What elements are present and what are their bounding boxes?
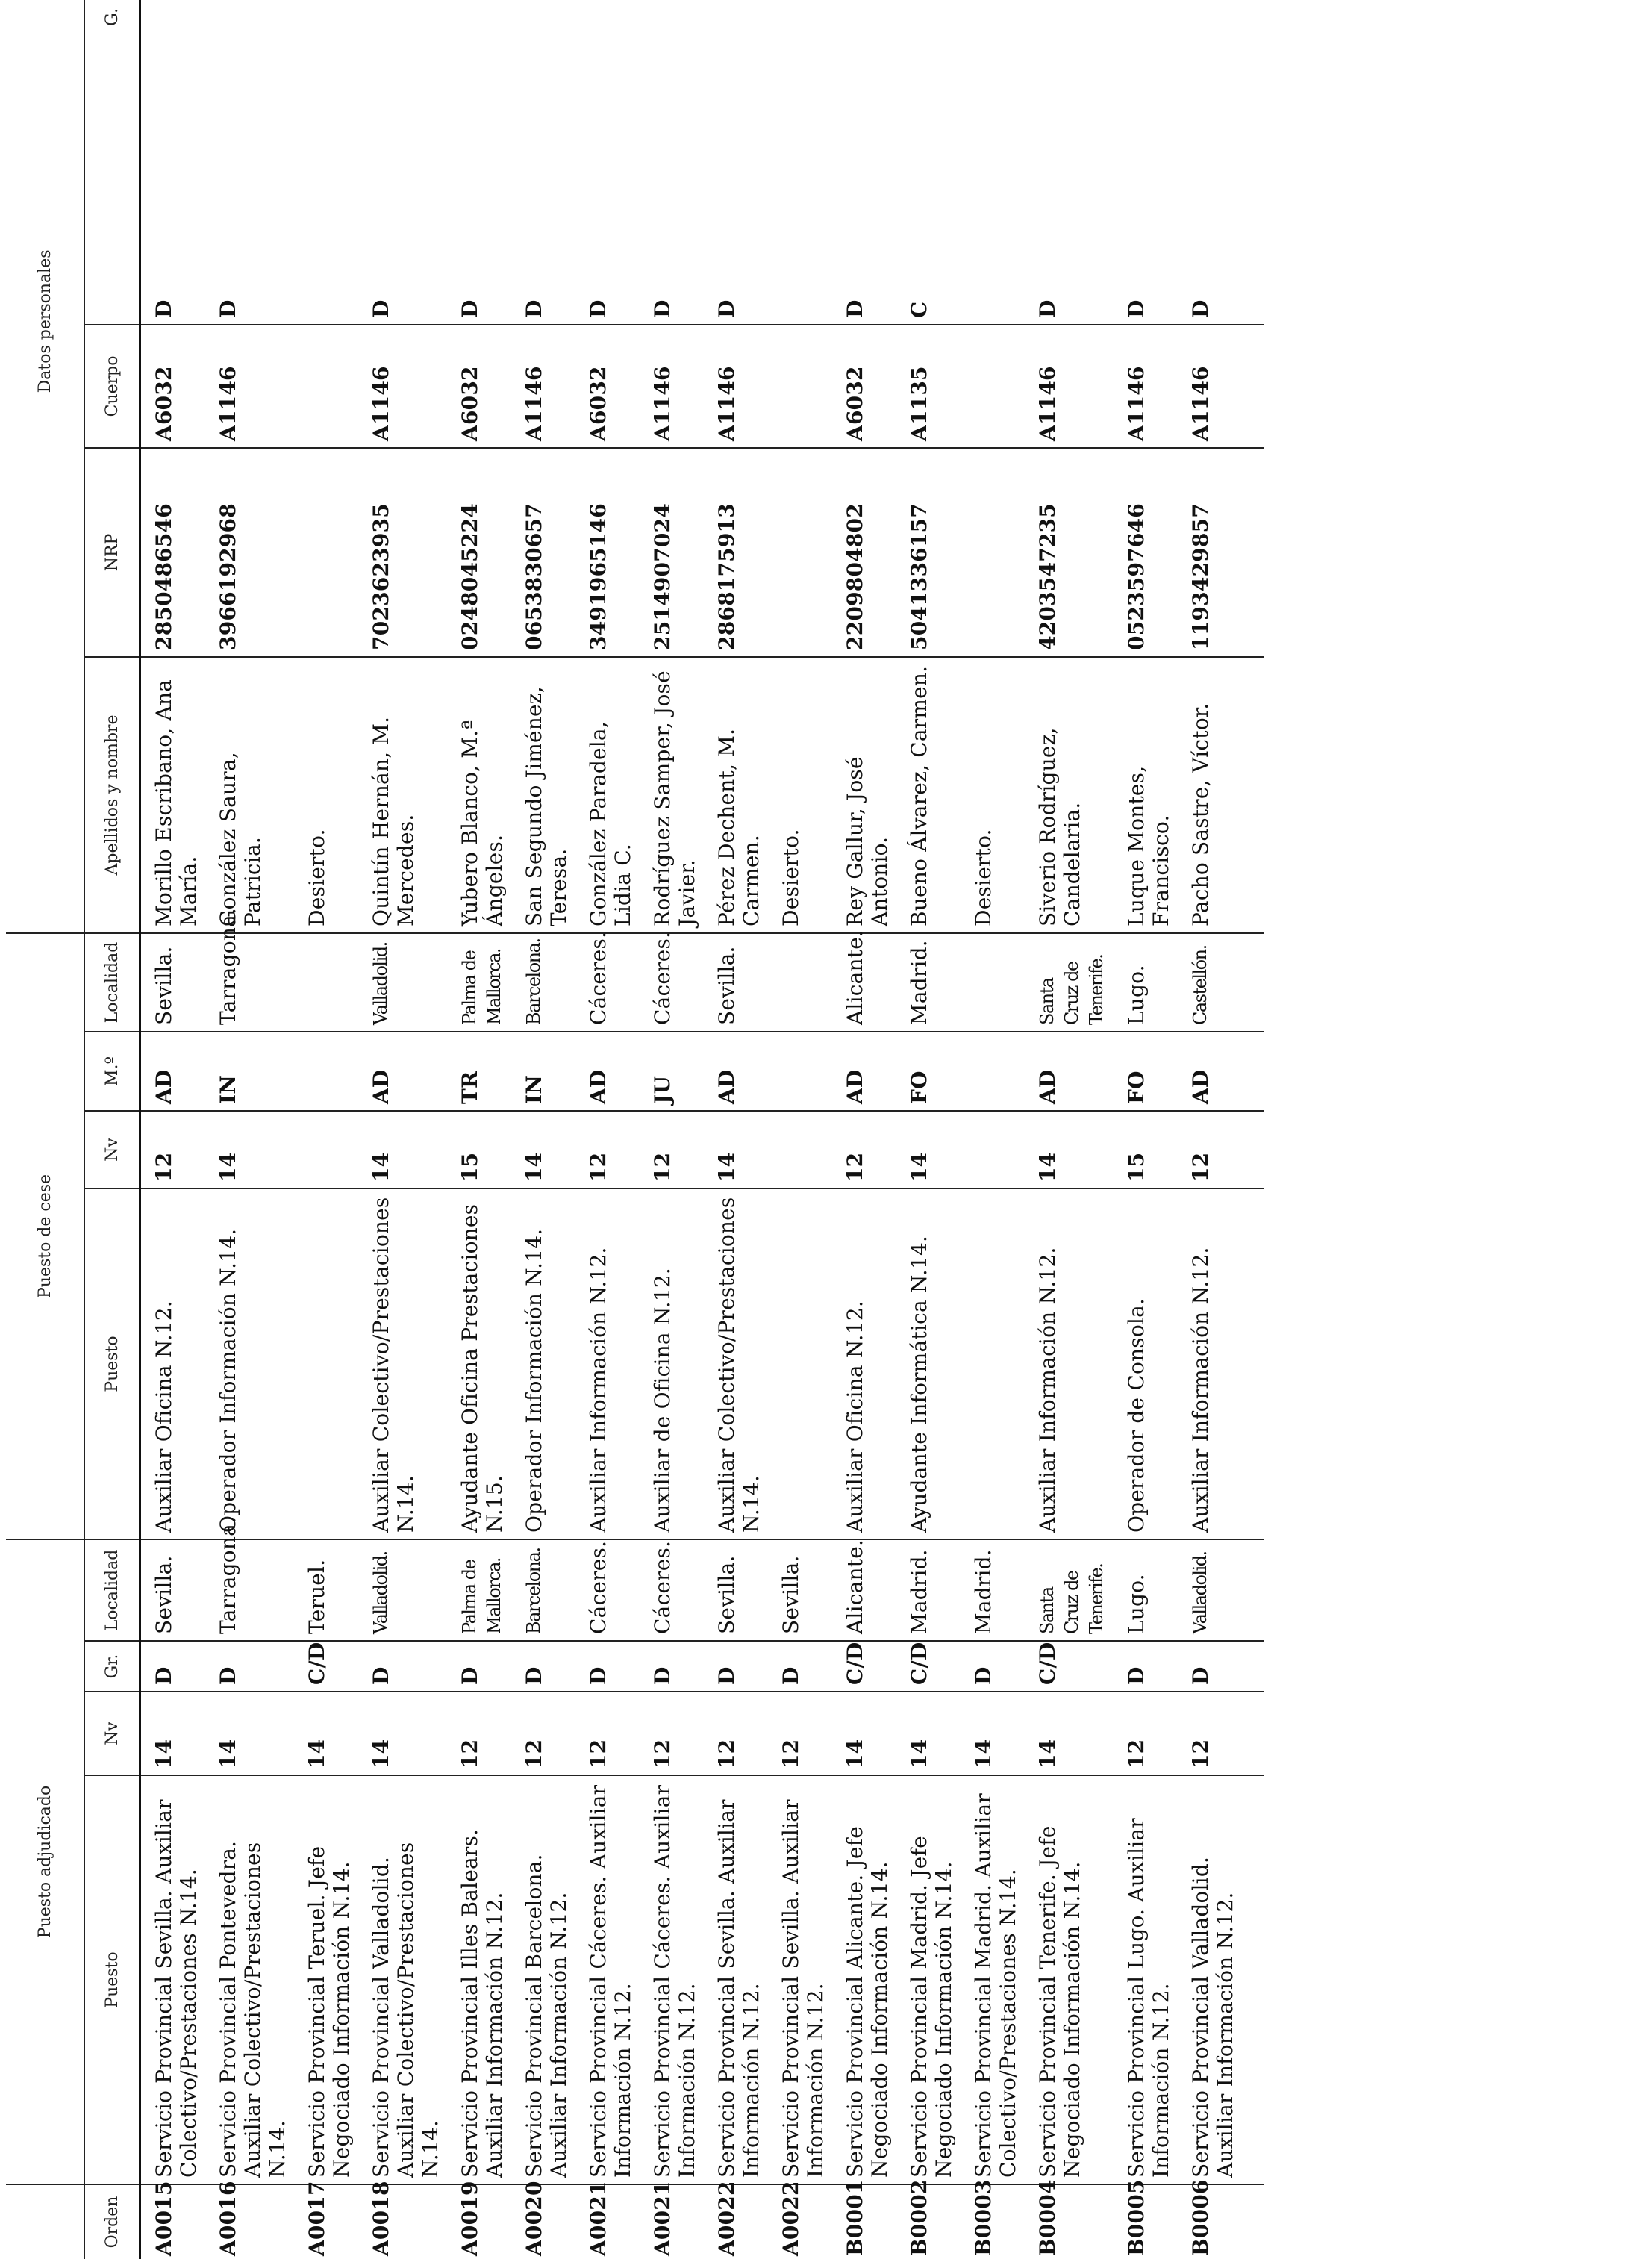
cese-puesto-cell [294, 1188, 358, 1539]
cese-puesto-cell: Auxiliar Colectivo/Prestaciones N.14. [358, 1188, 447, 1539]
cese-nv-cell: 14 [1025, 1111, 1114, 1188]
nv-cell: 14 [140, 1692, 206, 1775]
col-localidad: Localidad [84, 1539, 140, 1641]
cese-localidad-cell: Cáceres. [575, 933, 640, 1032]
table-row [575, 0, 640, 2259]
puesto-cell: Servicio Provincial Valladolid. Auxiliar Información N.12. [1178, 1775, 1264, 2184]
cese-m-cell: FO [1114, 1032, 1178, 1111]
cuerpo-cell: A1146 [358, 325, 447, 448]
gr-cell: D [447, 1641, 511, 1692]
col-g: G. [84, 0, 140, 325]
apellidos-cell: Rodríguez Samper, José Javier. [640, 657, 704, 933]
orden-cell: B0003 [971, 2179, 996, 2256]
cese-m-cell: AD [575, 1032, 640, 1111]
orden-cell: A0015 [152, 2181, 176, 2256]
orden-cell: A0020 [522, 2181, 546, 2256]
cese-puesto-cell: Auxiliar Información N.12. [1178, 1188, 1264, 1539]
g-cell: D [140, 0, 206, 325]
localidad-cell: Lugo. [1114, 1539, 1178, 1641]
table-row [358, 0, 447, 2259]
cuerpo-cell [768, 325, 832, 448]
cese-localidad-cell: Cáceres. [640, 933, 704, 1032]
cese-nv-cell: 15 [447, 1111, 511, 1188]
localidad-cell: Sevilla. [704, 1539, 768, 1641]
cese-m-cell: IN [205, 1032, 294, 1111]
localidad-cell: Cáceres. [575, 1539, 640, 1641]
col-nrp: NRP [84, 448, 140, 657]
localidad-cell: Valladolid. [358, 1539, 447, 1641]
cese-nv-cell: 14 [511, 1111, 575, 1188]
cuerpo-cell: A1146 [1114, 325, 1178, 448]
table-row [1025, 0, 1114, 2259]
nv-cell: 14 [294, 1692, 358, 1775]
puesto-cell: Servicio Provincial Illes Balears. Auxiliar Información N.12. [447, 1775, 511, 2184]
nv-cell: 12 [1178, 1692, 1264, 1775]
table-row [1178, 0, 1264, 2259]
cese-localidad-cell: Sevilla. [704, 933, 768, 1032]
cese-localidad-cell [768, 933, 832, 1032]
orden-cell: A0022 [714, 2181, 739, 2256]
g-cell: D [832, 0, 896, 325]
cese-nv-cell [294, 1111, 358, 1188]
nv-cell: 12 [704, 1692, 768, 1775]
nrp-cell [768, 448, 832, 657]
cuerpo-cell [294, 325, 358, 448]
puesto-cell: Servicio Provincial Sevilla. Auxiliar Información N.12. [704, 1775, 768, 2184]
nv-cell: 12 [640, 1692, 704, 1775]
orden-cell: A0018 [369, 2181, 393, 2256]
cese-localidad-cell: Palma de Mallorca. [447, 933, 511, 1032]
orden-cell: A0019 [458, 2181, 482, 2256]
col-cuerpo: Cuerpo [84, 325, 140, 448]
nrp-cell: 2514907024 [640, 448, 704, 657]
cese-localidad-cell: Madrid. [896, 933, 961, 1032]
g-cell: D [1178, 0, 1264, 325]
g-cell [768, 0, 832, 325]
g-cell [961, 0, 1025, 325]
group-puesto-cese: Puesto de cese [6, 933, 84, 1539]
g-cell: D [704, 0, 768, 325]
g-cell [294, 0, 358, 325]
localidad-cell: Valladolid. [1178, 1539, 1264, 1641]
g-cell: D [1025, 0, 1114, 325]
gr-cell: D [511, 1641, 575, 1692]
cuerpo-cell: A1146 [205, 325, 294, 448]
gr-cell: D [961, 1641, 1025, 1692]
g-cell: D [447, 0, 511, 325]
nrp-cell: 0653830657 [511, 448, 575, 657]
g-cell: D [511, 0, 575, 325]
apellidos-cell: Desierto. [294, 657, 358, 933]
cuerpo-cell: A6032 [575, 325, 640, 448]
puesto-cell: Servicio Provincial Sevilla. Auxiliar Información N.12. [768, 1775, 832, 2184]
g-cell: C [896, 0, 961, 325]
puesto-cell: Servicio Provincial Madrid. Jefe Negociado Información N.14. [896, 1775, 961, 2184]
gr-cell: D [1114, 1641, 1178, 1692]
nrp-cell: 7023623935 [358, 448, 447, 657]
cese-puesto-cell: Auxiliar Colectivo/Prestaciones N.14. [704, 1188, 768, 1539]
cese-puesto-cell: Auxiliar Información N.12. [575, 1188, 640, 1539]
cese-puesto-cell: Operador Información N.14. [205, 1188, 294, 1539]
puesto-cell: Servicio Provincial Lugo. Auxiliar Información N.12. [1114, 1775, 1178, 2184]
puesto-cell: Servicio Provincial Barcelona. Auxiliar Información N.12. [511, 1775, 575, 2184]
orden-cell: B0002 [907, 2179, 931, 2256]
puesto-cell: Servicio Provincial Valladolid. Auxiliar Colectivo/Prestaciones N.14. [358, 1775, 447, 2184]
puesto-cell: Servicio Provincial Teruel. Jefe Negociado Información N.14. [294, 1775, 358, 2184]
cese-puesto-cell [768, 1188, 832, 1539]
gr-cell: C/D [896, 1641, 961, 1692]
orden-cell: B0004 [1035, 2179, 1060, 2256]
gr-cell: D [704, 1641, 768, 1692]
col-cese-nv: Nv [84, 1111, 140, 1188]
g-cell: D [358, 0, 447, 325]
apellidos-cell: Morillo Escribano, Ana María. [140, 657, 206, 933]
nv-cell: 12 [1114, 1692, 1178, 1775]
nrp-cell: 0248045224 [447, 448, 511, 657]
nv-cell: 12 [768, 1692, 832, 1775]
cuerpo-cell [961, 325, 1025, 448]
group-puesto-adjudicado: Puesto adjudicado [6, 1539, 84, 2184]
puesto-cell: Servicio Provincial Madrid. Auxiliar Colectivo/Prestaciones N.14. [961, 1775, 1025, 2184]
col-orden: Orden [84, 2184, 140, 2259]
localidad-cell: Tarragona. [205, 1539, 294, 1641]
cese-puesto-cell: Auxiliar Oficina N.12. [832, 1188, 896, 1539]
gr-cell: D [1178, 1641, 1264, 1692]
cese-nv-cell: 12 [640, 1111, 704, 1188]
table-row [832, 0, 896, 2259]
nv-cell: 12 [575, 1692, 640, 1775]
group-datos-personales: Datos personales [6, 0, 84, 933]
cuerpo-cell: A1146 [640, 325, 704, 448]
cuerpo-cell: A1146 [1025, 325, 1114, 448]
cese-nv-cell [961, 1111, 1025, 1188]
apellidos-cell: Quintín Hernán, M. Mercedes. [358, 657, 447, 933]
orden-cell: A0022 [778, 2181, 803, 2256]
cese-nv-cell: 12 [140, 1111, 206, 1188]
table-row [1114, 0, 1178, 2259]
cese-nv-cell: 14 [358, 1111, 447, 1188]
table-row [896, 0, 961, 2259]
apellidos-cell: Pacho Sastre, Víctor. [1178, 657, 1264, 933]
cese-m-cell: FO [896, 1032, 961, 1111]
cese-nv-cell: 14 [896, 1111, 961, 1188]
col-cese-puesto: Puesto [84, 1188, 140, 1539]
cese-puesto-cell: Auxiliar Oficina N.12. [140, 1188, 206, 1539]
cese-puesto-cell: Auxiliar Información N.12. [1025, 1188, 1114, 1539]
cese-puesto-cell: Auxiliar de Oficina N.12. [640, 1188, 704, 1539]
cuerpo-cell: A1146 [1178, 325, 1264, 448]
cese-localidad-cell [961, 933, 1025, 1032]
cese-nv-cell [768, 1111, 832, 1188]
g-cell: D [575, 0, 640, 325]
gr-cell: D [205, 1641, 294, 1692]
cuerpo-cell: A6032 [447, 325, 511, 448]
cese-m-cell [768, 1032, 832, 1111]
nrp-cell: 2850486546 [140, 448, 206, 657]
g-cell: D [1114, 0, 1178, 325]
apellidos-cell: Bueno Álvarez, Carmen. [896, 657, 961, 933]
cuerpo-cell: A6032 [140, 325, 206, 448]
gr-cell: D [140, 1641, 206, 1692]
g-cell: D [205, 0, 294, 325]
nrp-cell: 1193429857 [1178, 448, 1264, 657]
g-cell: D [640, 0, 704, 325]
gr-cell: C/D [1025, 1641, 1114, 1692]
cese-nv-cell: 12 [575, 1111, 640, 1188]
cuerpo-cell: A1135 [896, 325, 961, 448]
table-row [140, 0, 206, 2259]
nrp-cell [294, 448, 358, 657]
col-cese-m: M.º [84, 1032, 140, 1111]
puesto-cell: Servicio Provincial Cáceres. Auxiliar Información N.12. [640, 1775, 704, 2184]
nv-cell: 14 [896, 1692, 961, 1775]
cese-nv-cell: 14 [704, 1111, 768, 1188]
cese-puesto-cell: Ayudante Oficina Prestaciones N.15. [447, 1188, 511, 1539]
gr-cell: D [640, 1641, 704, 1692]
orden-cell: A0021 [586, 2181, 611, 2256]
localidad-cell: Madrid. [896, 1539, 961, 1641]
cese-m-cell: AD [140, 1032, 206, 1111]
orden-cell: A0017 [305, 2181, 329, 2256]
puesto-cell: Servicio Provincial Alicante. Jefe Negociado Información N.14. [832, 1775, 896, 2184]
cese-localidad-cell: Castellón. [1178, 933, 1264, 1032]
cese-m-cell: AD [832, 1032, 896, 1111]
cese-localidad-cell: Valladolid. [358, 933, 447, 1032]
gr-cell: D [575, 1641, 640, 1692]
cuerpo-cell: A6032 [832, 325, 896, 448]
localidad-cell: Sevilla. [768, 1539, 832, 1641]
col-gr: Gr. [84, 1641, 140, 1692]
cese-nv-cell: 12 [832, 1111, 896, 1188]
nrp-cell: 2209804802 [832, 448, 896, 657]
table-row [640, 0, 704, 2259]
gr-cell: C/D [832, 1641, 896, 1692]
cese-m-cell: AD [1178, 1032, 1264, 1111]
table-body [140, 0, 1265, 2259]
cese-m-cell: AD [704, 1032, 768, 1111]
cese-localidad-cell: Tarragona. [205, 933, 294, 1032]
apellidos-cell: San Segundo Jiménez, Teresa. [511, 657, 575, 933]
apellidos-cell: Luque Montes, Francisco. [1114, 657, 1178, 933]
cese-puesto-cell: Operador Información N.14. [511, 1188, 575, 1539]
table-row [205, 0, 294, 2259]
cese-m-cell: AD [358, 1032, 447, 1111]
nv-cell: 14 [205, 1692, 294, 1775]
apellidos-cell: Siverio Rodríguez, Candelaria. [1025, 657, 1114, 933]
table-row [768, 0, 832, 2259]
orden-cell: B0005 [1124, 2179, 1149, 2256]
nv-cell: 12 [511, 1692, 575, 1775]
adjudication-table [6, 0, 1264, 2259]
orden-group-spacer [6, 2184, 84, 2259]
apellidos-cell: Desierto. [768, 657, 832, 933]
apellidos-cell: Rey Gallur, José Antonio. [832, 657, 896, 933]
apellidos-cell: Pérez Dechent, M. Carmen. [704, 657, 768, 933]
localidad-cell: Sevilla. [140, 1539, 206, 1641]
nv-cell: 12 [447, 1692, 511, 1775]
nv-cell: 14 [1025, 1692, 1114, 1775]
gr-cell: C/D [294, 1641, 358, 1692]
nv-cell: 14 [961, 1692, 1025, 1775]
puesto-cell: Servicio Provincial Sevilla. Auxiliar Colectivo/Prestaciones N.14. [140, 1775, 206, 2184]
cese-localidad-cell [294, 933, 358, 1032]
apellidos-cell: González Paradela, Lidia C. [575, 657, 640, 933]
gr-cell: D [358, 1641, 447, 1692]
orden-cell: B0001 [843, 2179, 867, 2256]
cese-puesto-cell [961, 1188, 1025, 1539]
cese-nv-cell: 14 [205, 1111, 294, 1188]
cese-localidad-cell: Sevilla. [140, 933, 206, 1032]
cese-m-cell: JU [640, 1032, 704, 1111]
nrp-cell: 5041336157 [896, 448, 961, 657]
cese-localidad-cell: Barcelona. [511, 933, 575, 1032]
nrp-cell: 2868175913 [704, 448, 768, 657]
nv-cell: 14 [832, 1692, 896, 1775]
cuerpo-cell: A1146 [704, 325, 768, 448]
nrp-cell [961, 448, 1025, 657]
nrp-cell: 3966192968 [205, 448, 294, 657]
apellidos-cell: González Saura, Patricia. [205, 657, 294, 933]
cese-nv-cell: 12 [1178, 1111, 1264, 1188]
localidad-cell: Santa Cruz de Tenerife. [1025, 1539, 1114, 1641]
col-nv: Nv [84, 1692, 140, 1775]
col-cese-localidad: Localidad [84, 933, 140, 1032]
gr-cell: D [768, 1641, 832, 1692]
cese-m-cell [961, 1032, 1025, 1111]
cese-localidad-cell: Santa Cruz de Tenerife. [1025, 933, 1114, 1032]
table-row [294, 0, 358, 2259]
puesto-cell: Servicio Provincial Pontevedra. Auxiliar Colectivo/Prestaciones N.14. [205, 1775, 294, 2184]
orden-cell: B0006 [1188, 2179, 1213, 2256]
table-row [447, 0, 511, 2259]
orden-cell: A0021 [650, 2181, 675, 2256]
cese-nv-cell: 15 [1114, 1111, 1178, 1188]
nv-cell: 14 [358, 1692, 447, 1775]
cese-localidad-cell: Alicante. [832, 933, 896, 1032]
cese-localidad-cell: Lugo. [1114, 933, 1178, 1032]
apellidos-cell: Desierto. [961, 657, 1025, 933]
localidad-cell: Cáceres. [640, 1539, 704, 1641]
cese-m-cell: AD [1025, 1032, 1114, 1111]
nrp-cell: 4203547235 [1025, 448, 1114, 657]
localidad-cell: Barcelona. [511, 1539, 575, 1641]
localidad-cell: Palma de Mallorca. [447, 1539, 511, 1641]
col-puesto: Puesto [84, 1775, 140, 2184]
cese-m-cell [294, 1032, 358, 1111]
col-apellidos: Apellidos y nombre [84, 657, 140, 933]
table-row [511, 0, 575, 2259]
localidad-cell: Teruel. [294, 1539, 358, 1641]
puesto-cell: Servicio Provincial Tenerife. Jefe Negociado Información N.14. [1025, 1775, 1114, 2184]
nrp-cell: 0523597646 [1114, 448, 1178, 657]
localidad-cell: Madrid. [961, 1539, 1025, 1641]
nrp-cell: 3491965146 [575, 448, 640, 657]
table-row [704, 0, 768, 2259]
cese-puesto-cell: Ayudante Informática N.14. [896, 1188, 961, 1539]
puesto-cell: Servicio Provincial Cáceres. Auxiliar Información N.12. [575, 1775, 640, 2184]
table-row [961, 0, 1025, 2259]
cese-puesto-cell: Operador de Consola. [1114, 1188, 1178, 1539]
localidad-cell: Alicante. [832, 1539, 896, 1641]
cese-m-cell: IN [511, 1032, 575, 1111]
cese-m-cell: TR [447, 1032, 511, 1111]
apellidos-cell: Yubero Blanco, M.ª Ángeles. [447, 657, 511, 933]
orden-cell: A0016 [216, 2181, 240, 2256]
cuerpo-cell: A1146 [511, 325, 575, 448]
